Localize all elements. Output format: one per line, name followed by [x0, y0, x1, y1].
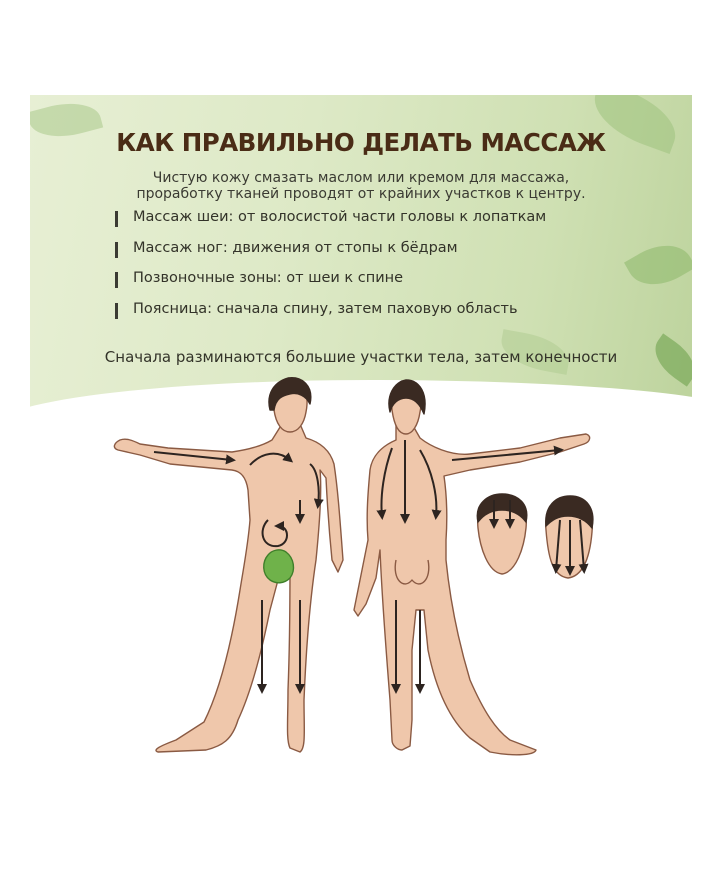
head-back-diagram [546, 496, 593, 578]
list-item-text: Массаж шеи: от волосистой части головы к лопаткам [133, 209, 547, 225]
back-body [354, 424, 590, 755]
list-item-text: Поясница: сначала спину, затем паховую область [133, 300, 518, 317]
list-item-text: Массаж ног: движения от стопы к бёдрам [133, 239, 458, 256]
intro-line: проработку тканей проводят от крайних участков к центру. [136, 186, 586, 202]
front-body [114, 424, 343, 752]
front-figure [114, 378, 343, 752]
intro-line: Чистую кожу смазать маслом или кремом для массажа, [152, 170, 570, 186]
page-title: КАК ПРАВИЛЬНО ДЕЛАТЬ МАССАЖ [116, 128, 606, 157]
closing-note: Сначала разминаются большие участки тела, затем конечности [104, 348, 618, 366]
list-item-text: Позвоночные зоны: от шеи к спине [133, 270, 404, 286]
fig-leaf-icon [264, 550, 294, 583]
head-front-diagram [477, 494, 526, 574]
